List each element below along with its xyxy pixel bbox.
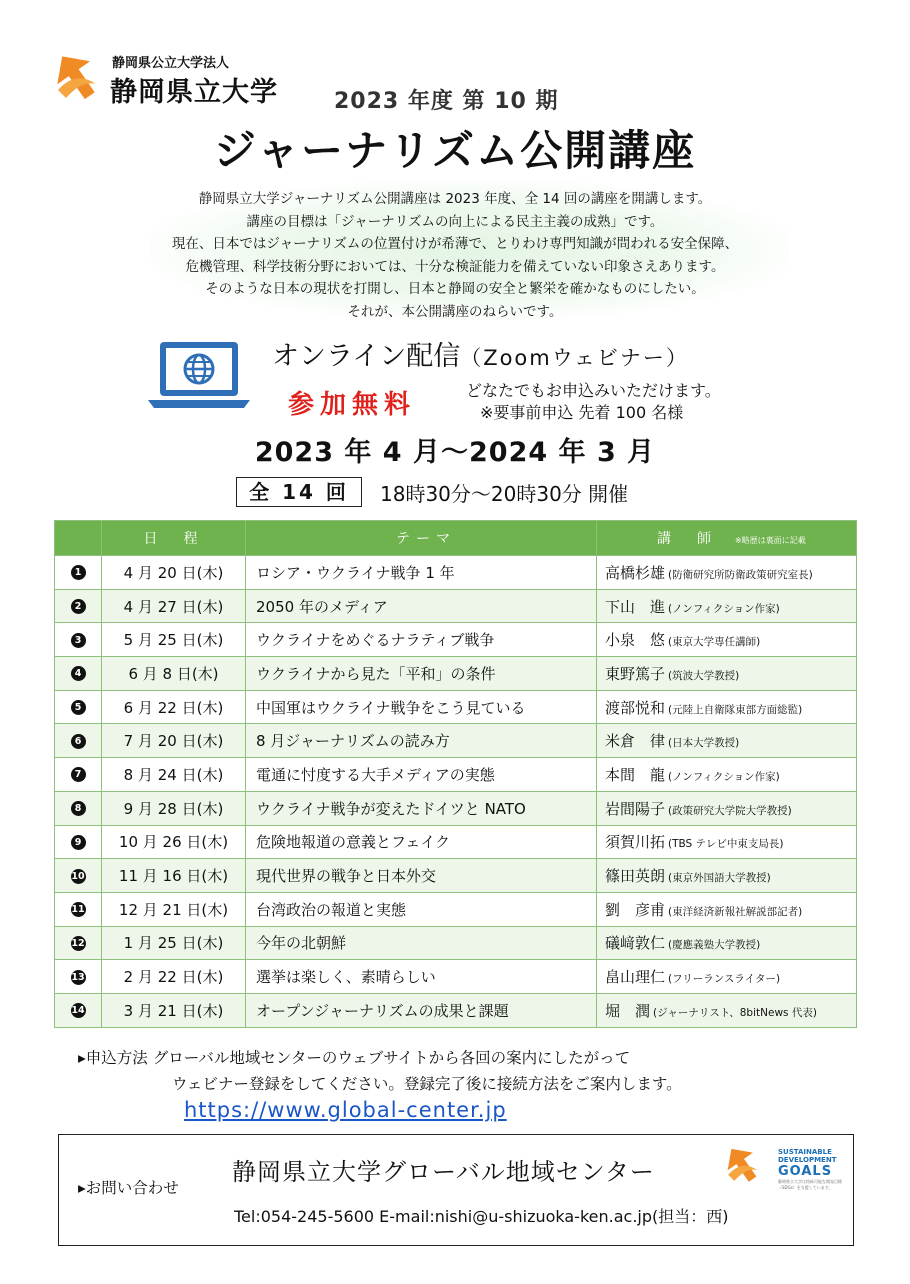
lecturer-affiliation: (ノンフィクション作家) — [668, 770, 780, 783]
online-main: オンライン配信 — [272, 341, 461, 372]
course-period: 2023 年 4 月〜2024 年 3 月 — [254, 437, 656, 468]
number-badge: 13 — [71, 971, 85, 983]
number-badge: 2 — [71, 599, 86, 614]
online-sub: （Zoomウェビナー） — [460, 346, 689, 370]
row-number — [55, 993, 102, 1027]
row-lecturer — [597, 791, 857, 825]
row-date: 6 月 22 日(木) — [102, 690, 246, 724]
row-number — [55, 589, 102, 623]
intro-line: 危機管理、科学技術分野においては、十分な検証能力を備えていない印象さえあります。 — [185, 258, 725, 275]
number-badge: 12 — [71, 937, 85, 949]
row-number — [55, 724, 102, 758]
intro-line: 静岡県立大学ジャーナリズム公開講座は 2023 年度、全 14 回の講座を開講します。 — [198, 191, 712, 207]
row-number — [55, 758, 102, 792]
row-lecturer — [597, 825, 857, 859]
row-lecturer — [597, 926, 857, 960]
reservation-note: ※要事前申込 先着 100 名様 — [480, 403, 684, 422]
table-row — [55, 892, 857, 926]
intro-line: 講座の目標は「ジャーナリズムの向上による民主主義の成熟」です。 — [246, 213, 664, 230]
sdgs-line3: GOALS — [778, 1164, 833, 1179]
lecturer-name: 堀 潤 — [605, 1001, 651, 1020]
contact-details: Tel:054-245-5600 E-mail:nishi@u-shizuoka-ken.ac.jp(担当：西) — [234, 1207, 729, 1226]
row-number — [55, 556, 102, 590]
lecturer-name: 須賀川拓 — [605, 833, 666, 852]
row-theme: 中国軍はウクライナ戦争をこう見ている — [246, 690, 597, 724]
table-row — [55, 758, 857, 792]
row-lecturer — [597, 758, 857, 792]
row-lecturer — [597, 690, 857, 724]
table-row — [55, 589, 857, 623]
row-lecturer — [597, 556, 857, 590]
schedule-body — [55, 556, 857, 1028]
lecturer-affiliation: (TBS テレビ中東支局長) — [668, 838, 784, 851]
row-date: 7 月 20 日(木) — [102, 724, 246, 758]
lecturer-affiliation: (東京大学専任講師) — [668, 636, 761, 649]
table-row — [55, 993, 857, 1027]
lecturer-affiliation: (慶應義塾大学教授) — [668, 939, 761, 952]
university-subtitle: 静岡県公立大学法人 — [112, 56, 230, 71]
lecturer-name: 畠山理仁 — [605, 968, 666, 987]
row-theme: 台湾政治の報道と実態 — [246, 892, 597, 926]
row-number — [55, 623, 102, 657]
row-theme: 現代世界の戦争と日本外交 — [246, 859, 597, 893]
row-theme: 今年の北朝鮮 — [246, 926, 597, 960]
row-number — [55, 960, 102, 994]
apply-method-line2: ウェビナー登録をしてください。登録完了後に接続方法をご案内します。 — [172, 1075, 682, 1093]
row-date: 9 月 28 日(木) — [102, 791, 246, 825]
session-time: 18時30分〜20時30分 開催 — [380, 482, 629, 506]
lecturer-name: 劉 彦甫 — [605, 900, 666, 919]
row-date: 2 月 22 日(木) — [102, 960, 246, 994]
sdgs-fine-print: 静岡県立大学は持続可能な開発目標（SDGs）を支援しています。 — [778, 1179, 842, 1190]
number-badge: 11 — [71, 904, 85, 916]
lecturer-name: 小泉 悠 — [605, 631, 666, 650]
row-theme: 危険地報道の意義とフェイク — [246, 825, 597, 859]
lecturer-affiliation: (政策研究大学院大学教授) — [668, 804, 792, 817]
row-number — [55, 825, 102, 859]
intro-text — [0, 188, 910, 323]
row-lecturer — [597, 589, 857, 623]
university-logo-small-icon — [722, 1144, 762, 1184]
row-date: 12 月 21 日(木) — [102, 892, 246, 926]
row-number — [55, 657, 102, 691]
university-logo-icon — [52, 50, 100, 102]
row-date: 4 月 20 日(木) — [102, 556, 246, 590]
lecturer-affiliation: (ジャーナリスト、8bitNews 代表) — [653, 1006, 817, 1019]
table-row — [55, 724, 857, 758]
row-date: 5 月 25 日(木) — [102, 623, 246, 657]
number-badge: 10 — [71, 870, 85, 882]
number-badge: 1 — [71, 565, 86, 580]
laptop-globe-icon — [146, 340, 252, 410]
free-admission: 参加無料 — [288, 390, 417, 420]
header-lecturer-label: 講 師 — [657, 531, 717, 547]
row-theme: ウクライナをめぐるナラティブ戦争 — [246, 623, 597, 657]
row-theme: 選挙は楽しく、素晴らしい — [246, 960, 597, 994]
lecturer-affiliation: (ノンフィクション作家) — [668, 602, 780, 615]
lecturer-name: 本間 龍 — [605, 765, 666, 784]
center-name: 静岡県立大学グローバル地域センター — [232, 1158, 655, 1186]
row-lecturer — [597, 960, 857, 994]
intro-line: そのような日本の現状を打開し、日本と静岡の安全と繁栄を確かなものにしたい。 — [205, 281, 705, 297]
table-row — [55, 623, 857, 657]
header-date: 日 程 — [102, 521, 246, 556]
number-badge: 14 — [71, 1005, 85, 1017]
header-theme: テーマ — [246, 521, 597, 556]
row-theme: 2050 年のメディア — [246, 589, 597, 623]
lecturer-name: 高橋杉雄 — [605, 563, 666, 582]
schedule-table — [54, 520, 857, 1028]
row-date: 1 月 25 日(木) — [102, 926, 246, 960]
anyone-can-apply: どなたでもお申込みいただけます。 — [466, 381, 721, 400]
year-term: 2023 年度 第 10 期 — [334, 89, 559, 114]
online-delivery — [272, 334, 689, 373]
sdgs-line2: DEVELOPMENT — [778, 1156, 837, 1164]
intro-line: それが、本公開講座のねらいです。 — [347, 303, 563, 320]
table-row — [55, 791, 857, 825]
page-title: ジャーナリズム公開講座 — [213, 126, 697, 175]
table-row — [55, 859, 857, 893]
row-date: 3 月 21 日(木) — [102, 993, 246, 1027]
header-lecturer — [597, 521, 857, 556]
number-badge: 5 — [71, 700, 86, 715]
row-date: 4 月 27 日(木) — [102, 589, 246, 623]
sdgs-line1: SUSTAINABLE — [778, 1148, 832, 1156]
row-lecturer — [597, 724, 857, 758]
number-badge: 3 — [71, 633, 86, 648]
apply-method-line1: ▸申込方法 グローバル地域センターのウェブサイトから各回の案内にしたがって — [78, 1049, 631, 1067]
lecturer-affiliation: (防衛研究所防衛政策研究室長) — [668, 568, 813, 581]
row-theme: ウクライナから見た「平和」の条件 — [246, 657, 597, 691]
website-link[interactable]: https://www.global-center.jp — [184, 1098, 507, 1122]
row-number — [55, 791, 102, 825]
lecturer-name: 礒﨑敦仁 — [605, 934, 666, 953]
session-count-badge: 全 14 回 — [236, 477, 362, 507]
header-num — [55, 521, 102, 556]
header-note: ※略歴は裏面に記載 — [735, 536, 806, 545]
row-date: 10 月 26 日(木) — [102, 825, 246, 859]
number-badge: 7 — [71, 767, 86, 782]
lecturer-name: 渡部悦和 — [605, 698, 666, 717]
lecturer-name: 下山 進 — [605, 597, 666, 616]
row-theme: ロシア・ウクライナ戦争 1 年 — [246, 556, 597, 590]
intro-line: 現在、日本ではジャーナリズムの位置付けが希薄で、とりわけ専門知識が問われる安全保障、 — [171, 236, 739, 252]
row-theme: 電通に忖度する大手メディアの実態 — [246, 758, 597, 792]
row-number — [55, 690, 102, 724]
row-number — [55, 859, 102, 893]
table-row — [55, 690, 857, 724]
table-header-row — [55, 521, 857, 556]
lecturer-name: 米倉 律 — [605, 732, 666, 751]
table-row — [55, 825, 857, 859]
row-theme: オープンジャーナリズムの成果と課題 — [246, 993, 597, 1027]
lecturer-affiliation: (東洋経済新報社解説部記者) — [668, 905, 803, 918]
row-lecturer — [597, 892, 857, 926]
lecturer-name: 東野篤子 — [605, 664, 666, 683]
lecturer-affiliation: (フリーランスライター) — [668, 973, 781, 986]
table-row — [55, 960, 857, 994]
inquiry-label: ▸お問い合わせ — [78, 1179, 179, 1197]
row-date: 11 月 16 日(木) — [102, 859, 246, 893]
row-date: 6 月 8 日(木) — [102, 657, 246, 691]
row-lecturer — [597, 657, 857, 691]
sdgs-logo — [778, 1148, 842, 1191]
lecturer-affiliation: (元陸上自衛隊東部方面総監) — [668, 703, 803, 716]
table-row — [55, 556, 857, 590]
row-lecturer — [597, 623, 857, 657]
lecturer-affiliation: (東京外国語大学教授) — [668, 872, 771, 885]
university-name: 静岡県立大学 — [110, 77, 278, 108]
row-lecturer — [597, 859, 857, 893]
lecturer-name: 岩間陽子 — [605, 799, 666, 818]
number-badge: 9 — [71, 835, 86, 850]
row-theme: ウクライナ戦争が変えたドイツと NATO — [246, 791, 597, 825]
number-badge: 8 — [71, 801, 86, 816]
table-row — [55, 926, 857, 960]
row-date: 8 月 24 日(木) — [102, 758, 246, 792]
lecturer-affiliation: (筑波大学教授) — [668, 669, 740, 682]
row-lecturer — [597, 993, 857, 1027]
row-number — [55, 892, 102, 926]
number-badge: 6 — [71, 734, 86, 749]
lecturer-affiliation: (日本大学教授) — [668, 737, 740, 750]
number-badge: 4 — [71, 666, 86, 681]
row-theme: 8 月ジャーナリズムの読み方 — [246, 724, 597, 758]
table-row — [55, 657, 857, 691]
lecturer-name: 篠田英朗 — [605, 867, 666, 886]
row-number — [55, 926, 102, 960]
